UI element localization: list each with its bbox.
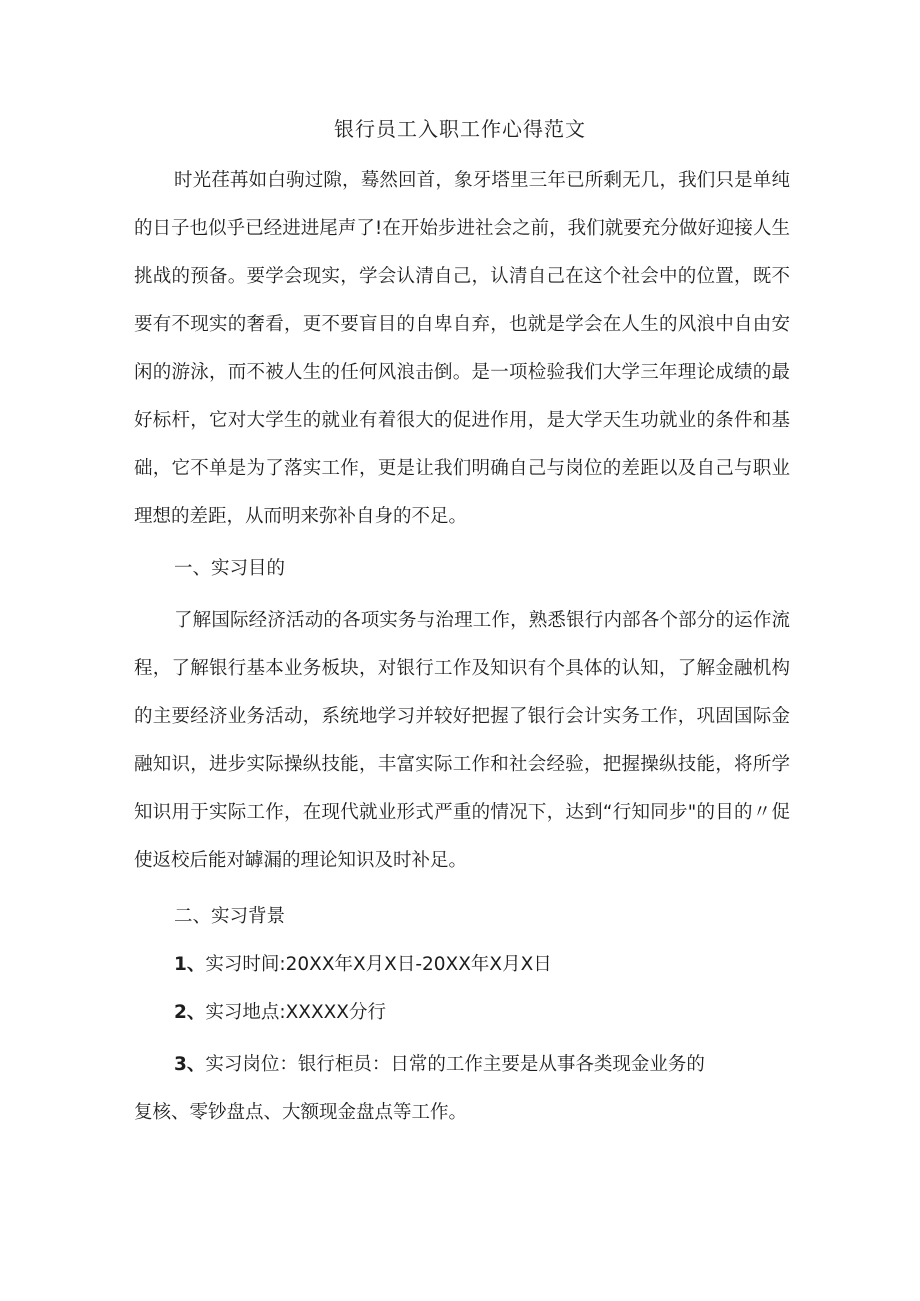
- list-item-number: 1、: [174, 954, 206, 975]
- objective-paragraph: 了解国际经济活动的各项实务与治理工作，熟悉银行内部各个部分的运作流程，了解银行基本业务板块，对银行工作及知识有个具体的认知，了解金融机构的主要经济业务活动，系统地学习并较好把握了银行会计实务工作，巩固国际金融知识，进步实际操纵技能，丰富实际工作和社会经验，把握操纵技能，将所学知识用于实际工作，在现代就业形式严重的情况下，达到“行知同步"的目的〃促使返校后能对罅漏的理论知识及时补足。: [134, 610, 790, 871]
- section-heading-objective: 一、实习目的: [174, 558, 286, 579]
- list-item-position: [134, 1041, 790, 1089]
- section-heading-background: 二、实习背景: [174, 906, 286, 927]
- document-title: 银行员工入职工作心得范文: [334, 117, 586, 141]
- list-item-number: 3、: [174, 1054, 206, 1075]
- list-item-text: 实习时间:20XX年X月X日-20XX年X月X日: [205, 954, 552, 975]
- intro-paragraph: 时光荏苒如白驹过隙，蓦然回首，象牙塔里三年已所剩无几，我们只是单纯的日子也似乎已经进进尾声了!在开始步进社会之前，我们就要充分做好迎接人生挑战的预备。要学会现实，学会认清自己，认清自己在这个社会中的位置，既不要有不现实的奢看，更不要盲目的自卑自弃，也就是学会在人生的风浪中自由安闲的游泳，而不被人生的任何风浪击倒。是一项检验我们大学三年理论成绩的最好标杆，它对大学生的就业有着很大的促进作用，是大学天生功就业的条件和基础，它不单是为了落实工作，更是让我们明确自己与岗位的差距以及自己与职业理想的差距，从而明来弥补自身的不足。: [134, 170, 790, 527]
- list-item-position-continuation: 复核、零钞盘点、大额现金盘点等工作。: [134, 1102, 468, 1123]
- list-item-text: 实习地点:XXXXX分行: [205, 1002, 386, 1023]
- list-item-location: [134, 989, 790, 1037]
- list-item-text: 实习岗位：银行柜员：日常的工作主要是从事各类现金业务的: [205, 1054, 705, 1075]
- document-body: [134, 157, 790, 1137]
- list-item-number: 2、: [174, 1002, 206, 1023]
- list-item-time: [134, 941, 790, 989]
